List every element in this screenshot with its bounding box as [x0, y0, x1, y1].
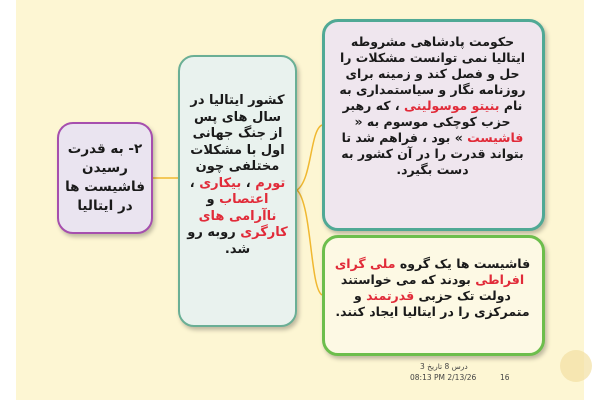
connector-middle-to-bottom: [297, 190, 322, 295]
text-segment: ، که رهبر حزب کوچکی موسوم به «: [342, 98, 511, 129]
bottom-right-text: [333, 256, 532, 320]
middle-box: [178, 55, 297, 327]
connector-middle-to-top: [297, 125, 322, 190]
footer-page-number: 16: [500, 373, 510, 382]
highlighted-term: قدرتمند: [366, 288, 415, 303]
top-right-box: [322, 19, 545, 231]
footer-title: درس 8 تاریخ 3: [420, 362, 468, 371]
text-segment: و: [206, 192, 220, 207]
top-right-text: [333, 34, 532, 178]
highlighted-term: بنیتو موسولینی: [404, 98, 500, 113]
text-segment: کشور ایتالیا در سال های پس از جنگ جهانی اول با مشکلات مختلفی چون: [190, 93, 285, 174]
text-segment: ،: [241, 175, 256, 191]
highlighted-term: ملی گرای افراطی: [334, 256, 525, 287]
highlighted-term: فاشیست: [467, 130, 524, 145]
topic-box: [57, 122, 153, 234]
highlighted-term: بیکاری: [199, 175, 242, 191]
middle-text: [186, 93, 289, 258]
text-segment: روبه رو شد.: [187, 225, 251, 257]
text-segment: » بود ، فراهم شد تا بتواند قدرت را در آن کشور به دست بگیرد.: [341, 130, 524, 177]
highlighted-term: تورم: [255, 175, 286, 191]
text-segment: فاشیست ها یک گروه: [395, 256, 531, 271]
highlighted-term: ناآرامی های کارگری: [198, 208, 288, 240]
text-segment: ،: [189, 175, 200, 191]
text-segment: بودند که می خواستند دولت تک حزبی: [340, 272, 511, 303]
text-segment: حکومت پادشاهی مشروطه ایتالیا نمی توانست مشکلات را حل و فصل کند و زمینه برای روزنامه نگار و سیاستمداری به نام: [339, 34, 526, 113]
highlighted-term: اعتصاب: [219, 192, 269, 207]
footer-datetime: 08:13 PM 2/13/26: [410, 373, 477, 382]
text-segment: و متمرکزی را در ایتالیا ایجاد کنند.: [335, 288, 530, 319]
bottom-right-box: [322, 235, 545, 356]
topic-text: ۲- به قدرت رسیدن فاشیست ها در ایتالیا: [65, 141, 145, 214]
